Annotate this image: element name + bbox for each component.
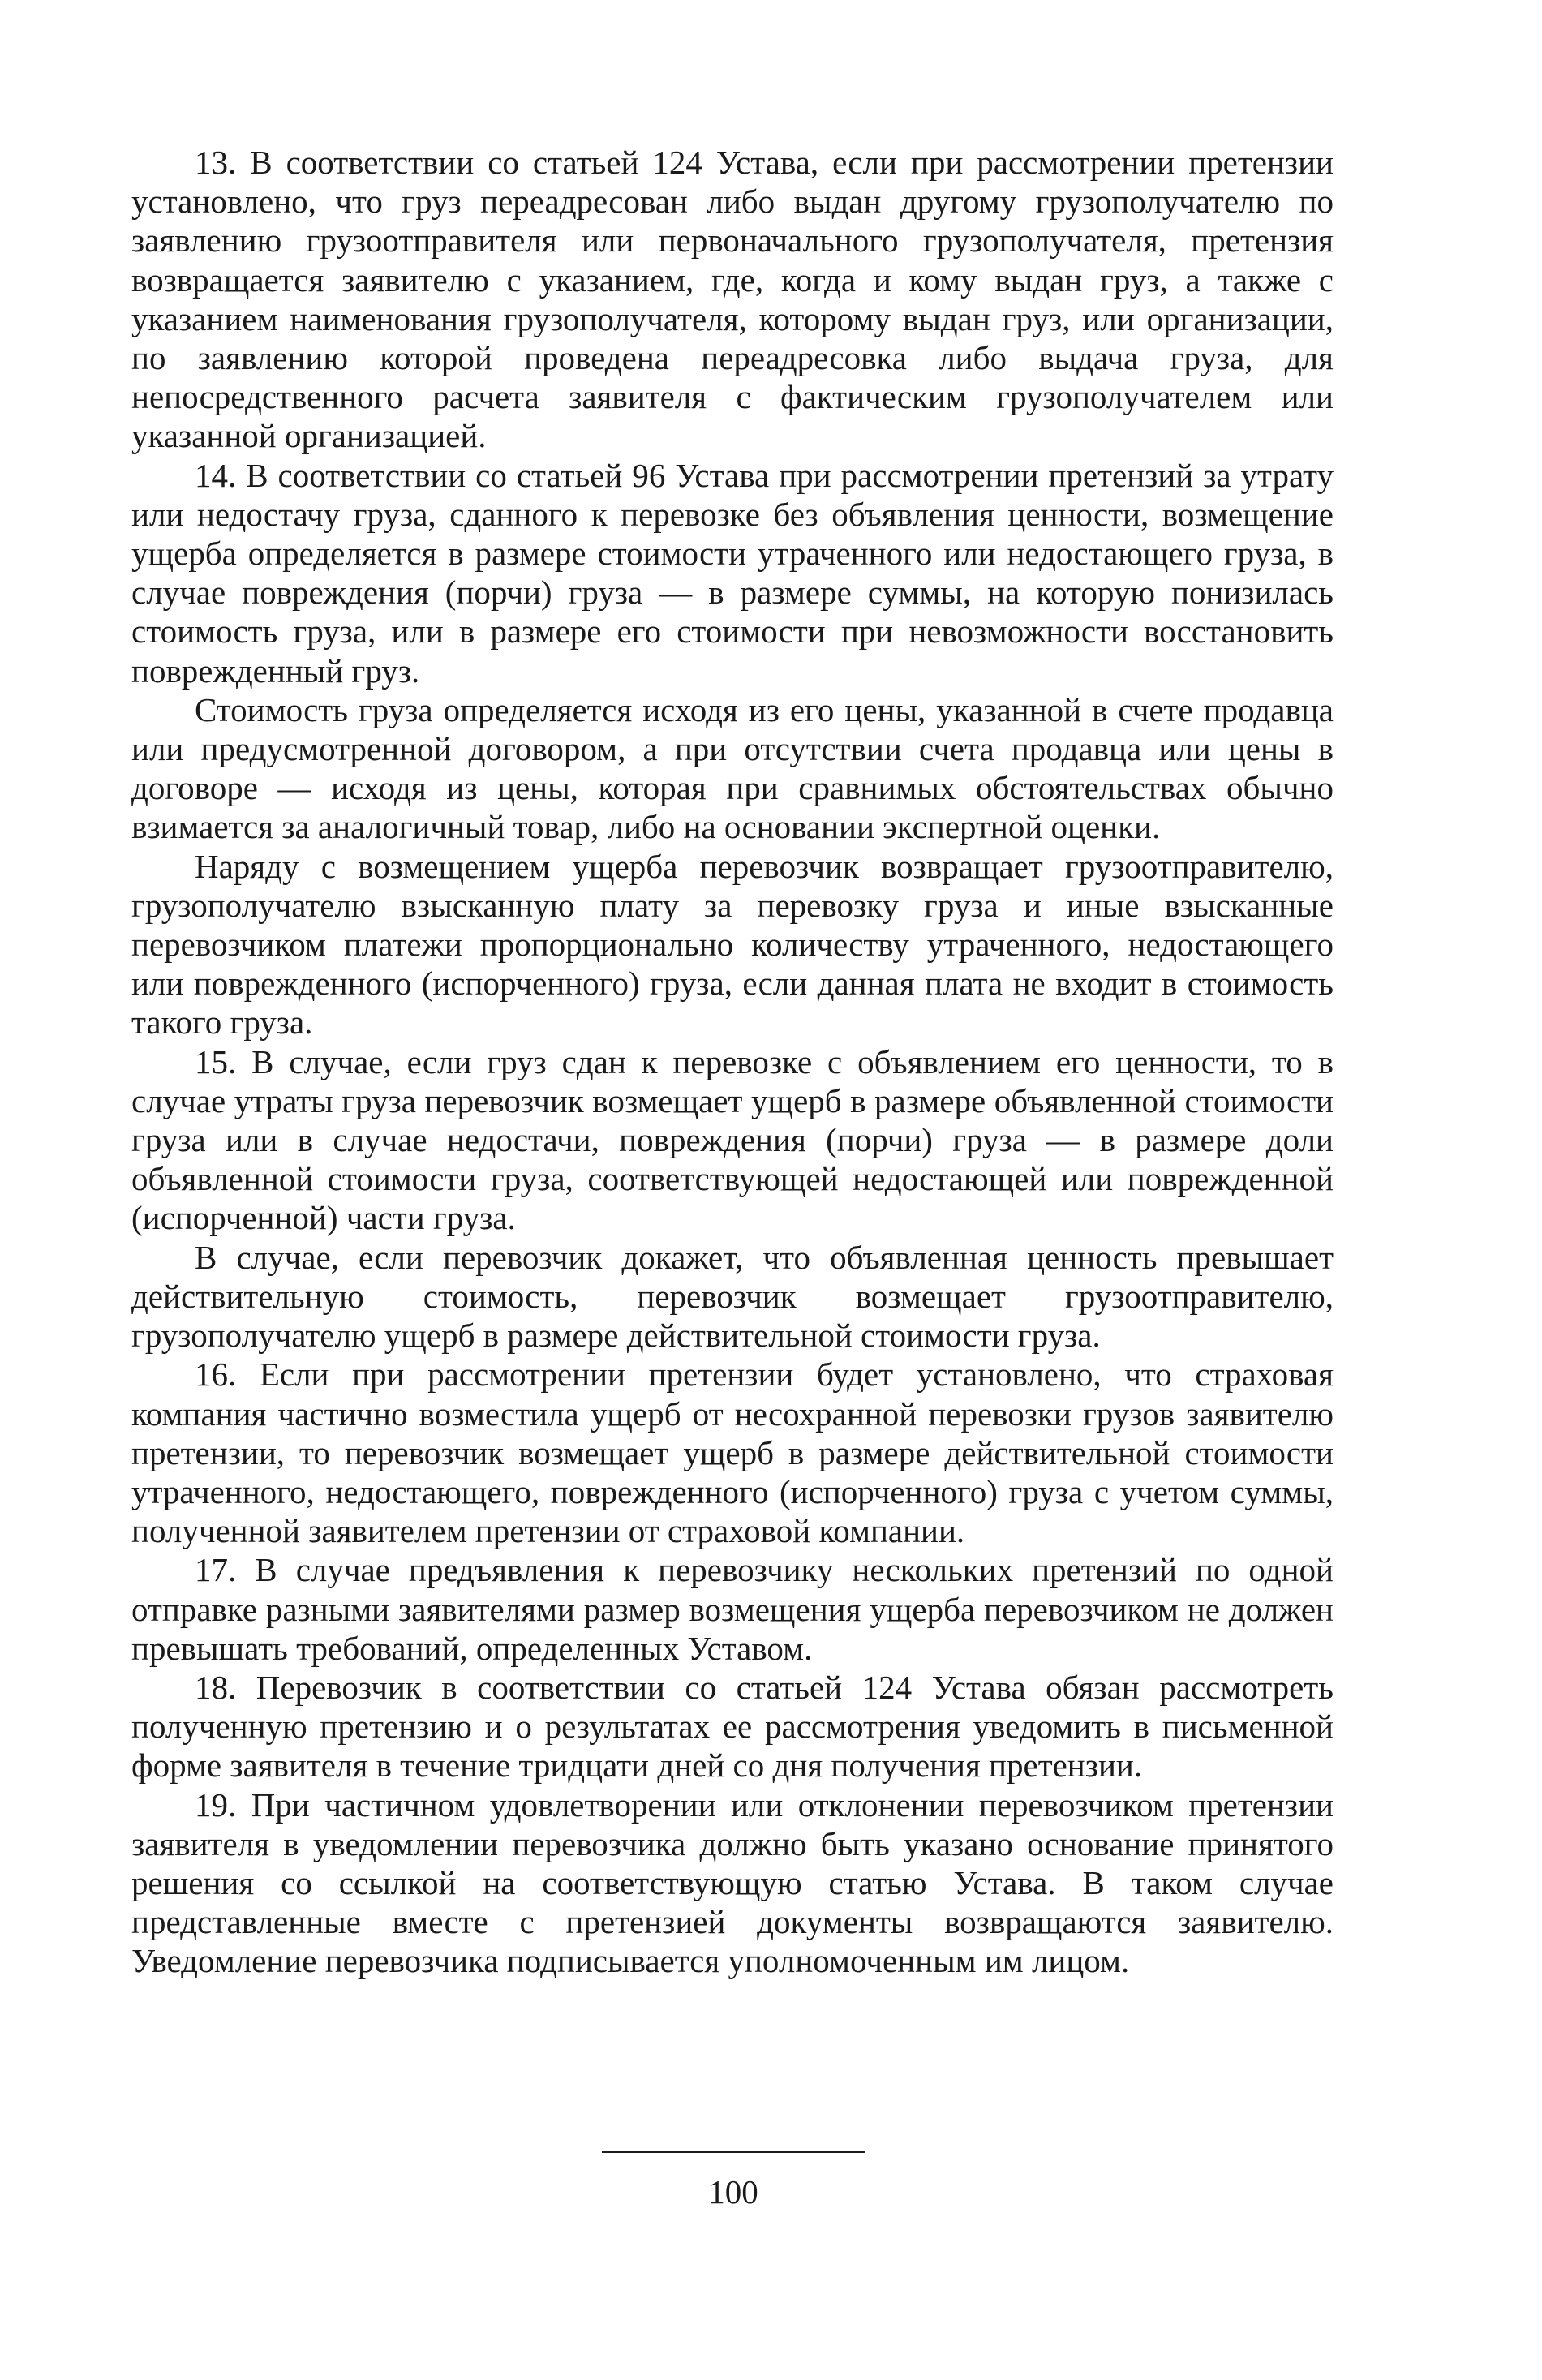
page-number: 100 xyxy=(708,2173,758,2210)
paragraph-15: 15. В случае, если груз сдан к перевозке с объявлением его ценности, то в случае утраты груза перевозчик возмещает ущерб в размере объявленной стоимости груза или в случае недостачи, повреждения (порчи) груза — в размере доли объявленной стоимости груза, соответствующей недостающей или поврежденной (испорченной) части груза. xyxy=(131,1042,1334,1237)
paragraph-refund: Наряду с возмещением ущерба перевозчик возвращает грузоотправителю, грузополучателю взысканную плату за перевозку груза и иные взысканные перевозчиком платежи пропорционально количеству утраченного, недостающего или поврежденного (испорченного) груза, если данная плата не входит в стоимость такого груза. xyxy=(131,847,1334,1042)
paragraph-cost: Стоимость груза определяется исходя из его цены, указанной в счете продавца или предусмотренной договором, а при отсутствии счета продавца или цены в договоре — исходя из цены, которая при сравнимых обстоятельствах обычно взимается за аналогичный товар, либо на основании экспертной оценки. xyxy=(131,690,1334,846)
paragraph-14: 14. В соответствии со статьей 96 Устава при рассмотрении претензий за утрату или недостачу груза, сданного к перевозке без объявления ценности, возмещение ущерба определяется в размере стоимости утраченного или недостающего груза, в случае повреждения (порчи) груза — в размере суммы, на которую понизилась стоимость груза, или в размере его стоимости при невозможности восстановить поврежденный груз. xyxy=(131,456,1334,690)
paragraph-19: 19. При частичном удовлетворении или отклонении перевозчиком претензии заявителя в уведомлении перевозчика должно быть указано основание принятого решения со ссылкой на соответствующую статью Устава. В таком случае представленные вместе с претензией документы возвращаются заявителю. Уведомление перевозчика подписывается уполномоченным им лицом. xyxy=(131,1785,1334,1980)
paragraph-17: 17. В случае предъявления к перевозчику нескольких претензий по одной отправке разными заявителями размер возмещения ущерба перевозчиком не должен превышать требований, определенных Уставом. xyxy=(131,1551,1334,1667)
paragraph-13: 13. В соответствии со статьей 124 Устава, если при рассмотрении претензии установлено, что груз переадресован либо выдан другому грузополучателю по заявлению грузоотправителя или первоначального грузополучателя, претензия возвращается заявителю с указанием, где, когда и кому выдан груз, а также с указанием наименования грузополучателя, которому выдан груз, или организации, по заявлению которой проведена переадресовка либо выдача груза, для непосредственного расчета заявителя с фактическим грузополучателем или указанной организацией. xyxy=(131,144,1334,455)
paragraph-declared-value: В случае, если перевозчик докажет, что объявленная ценность превышает действительную стоимость, перевозчик возмещает грузоотправителю, грузополучателю ущерб в размере действительной стоимости груза. xyxy=(131,1238,1334,1355)
paragraph-18: 18. Перевозчик в соответствии со статьей 124 Устава обязан рассмотреть полученную претензию и о результатах ее рассмотрения уведомить в письменной форме заявителя в течение тридцати дней со дня получения претензии. xyxy=(131,1668,1334,1785)
body-text xyxy=(131,143,1334,1981)
paragraph-16: 16. Если при рассмотрении претензии будет установлено, что страховая компания частично возместила ущерб от несохранной перевозки грузов заявителю претензии, то перевозчик возмещает ущерб в размере действительной стоимости утраченного, недостающего, поврежденного (испорченного) груза с учетом суммы, полученной заявителем претензии от страховой компании. xyxy=(131,1355,1334,1550)
footer-rule xyxy=(602,2151,865,2153)
